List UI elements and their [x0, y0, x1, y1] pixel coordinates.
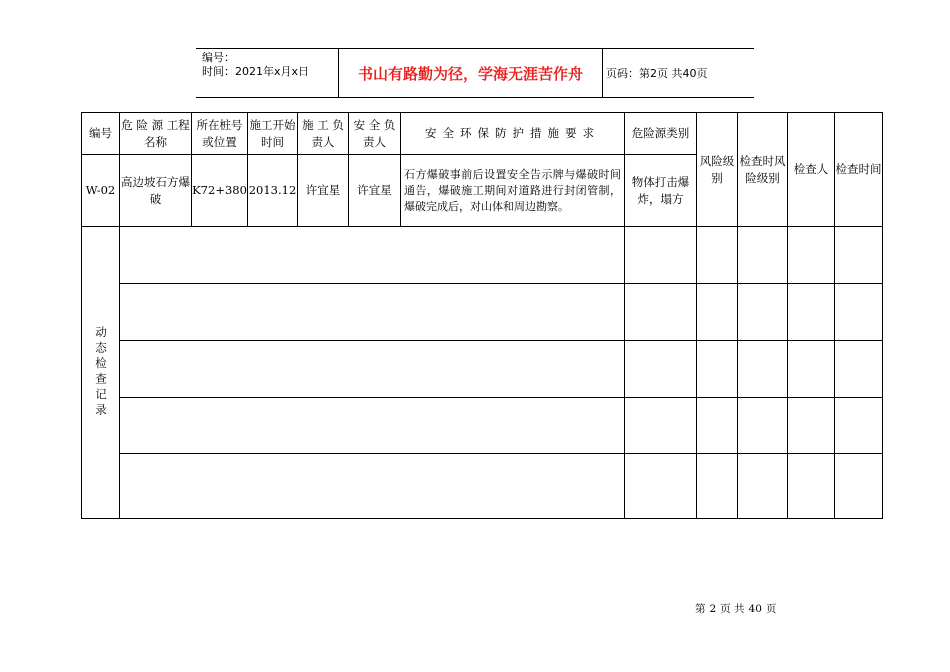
- hazard-table: [81, 112, 883, 519]
- footer-page-num: 2: [709, 603, 717, 615]
- record-cell: [625, 227, 697, 284]
- record-cell: [625, 398, 697, 454]
- record-row: [82, 398, 883, 454]
- record-cell: [738, 341, 788, 398]
- record-cell: [120, 341, 625, 398]
- record-row: [82, 341, 883, 398]
- record-cell: [738, 398, 788, 454]
- record-cell: [697, 341, 738, 398]
- col-header-hazard-type: 危险源类别: [625, 113, 697, 155]
- dynamic-record-label: 动态检查记录: [94, 326, 108, 419]
- col-header-inspect-time: 检查时间: [835, 113, 883, 227]
- col-header-start-time: 施工开始时间: [248, 113, 298, 155]
- col-header-measures: 安全环保防护措施要求: [401, 113, 625, 155]
- record-cell: [625, 284, 697, 341]
- header-divider: [602, 49, 603, 97]
- col-header-hazard-name: 危 险 源 工程名称: [120, 113, 192, 155]
- col-header-id: 编号: [82, 113, 120, 155]
- footer-suffix: 页: [765, 603, 777, 615]
- header-meta: [202, 51, 309, 79]
- motto: 书山有路勤为径，学海无涯苦作舟: [357, 64, 583, 83]
- cell-measures: 石方爆破事前后设置安全告示牌与爆破时间通告，爆破施工期间对道路进行封闭管制，爆破完成后，对山体和周边勘察。: [401, 155, 625, 227]
- record-cell: [120, 398, 625, 454]
- dynamic-record-label-cell: [82, 227, 120, 519]
- col-header-inspector: 检查人: [788, 113, 835, 227]
- record-cell: [738, 227, 788, 284]
- record-cell: [697, 398, 738, 454]
- record-cell: [788, 398, 835, 454]
- footer-mid: 页 共: [720, 603, 745, 615]
- col-header-risk-level: 风险级别: [697, 113, 738, 227]
- record-cell: [835, 398, 883, 454]
- cell-id: W-02: [82, 155, 120, 227]
- record-cell: [697, 284, 738, 341]
- record-row: [82, 454, 883, 519]
- page-header: [196, 48, 754, 98]
- record-cell: [835, 284, 883, 341]
- record-cell: [788, 284, 835, 341]
- footer-prefix: 第: [695, 603, 706, 615]
- record-cell: [120, 284, 625, 341]
- page-footer: [695, 601, 776, 616]
- record-cell: [697, 227, 738, 284]
- table-header-row: [82, 113, 883, 155]
- record-cell: [788, 341, 835, 398]
- cell-safety-lead: 许宜星: [349, 155, 401, 227]
- record-cell: [738, 284, 788, 341]
- col-header-location: 所在桩号或位置: [192, 113, 248, 155]
- record-cell: [835, 341, 883, 398]
- record-cell: [788, 227, 835, 284]
- record-cell: [120, 454, 625, 519]
- number-label: 编号：: [202, 51, 235, 64]
- record-cell: [120, 227, 625, 284]
- cell-location: K72+380: [192, 155, 248, 227]
- cell-hazard-type: 物体打击爆炸，塌方: [625, 155, 697, 227]
- record-row: [82, 227, 883, 284]
- record-cell: [625, 341, 697, 398]
- record-cell: [697, 454, 738, 519]
- col-header-inspect-risk-level: 检查时风险级别: [738, 113, 788, 227]
- record-cell: [788, 454, 835, 519]
- cell-start-time: 2013.12: [248, 155, 298, 227]
- col-header-construction-lead: 施 工 负责人: [298, 113, 349, 155]
- cell-construction-lead: 许宜星: [298, 155, 349, 227]
- page-label: 页码：第2页 共40页: [606, 67, 708, 80]
- col-header-safety-lead: 安 全 负责人: [349, 113, 401, 155]
- record-cell: [835, 227, 883, 284]
- cell-hazard-name: 高边坡石方爆破: [120, 155, 192, 227]
- time-label: 时间：2021年x月x日: [202, 65, 310, 78]
- footer-page-total: 40: [748, 603, 762, 615]
- record-cell: [835, 454, 883, 519]
- record-cell: [625, 454, 697, 519]
- record-cell: [738, 454, 788, 519]
- record-row: [82, 284, 883, 341]
